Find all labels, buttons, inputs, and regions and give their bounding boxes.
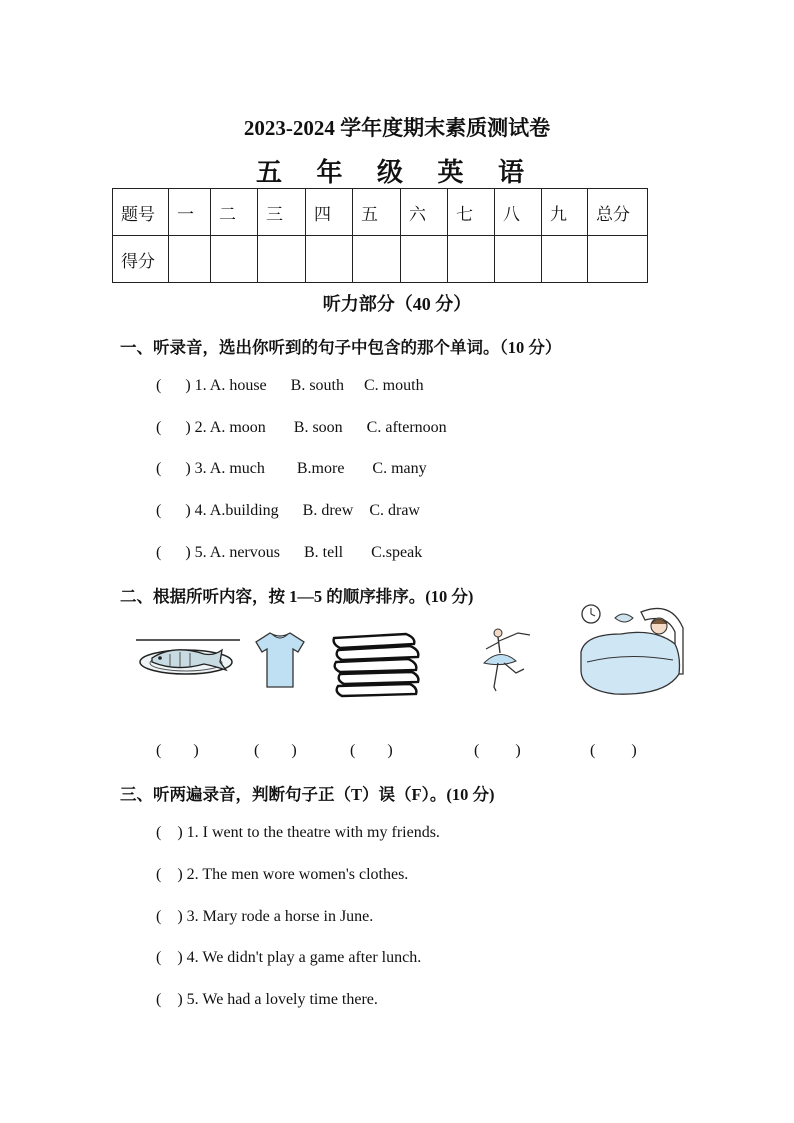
q1-heading: 一、听录音，选出你听到的句子中包含的那个单词。（10 分） (120, 338, 562, 357)
score-input-cell[interactable] (353, 236, 401, 283)
q1-item: ( ) 3. A. much B.more C. many (156, 460, 427, 477)
stack-of-books-icon (330, 630, 422, 700)
score-cell: 总分 (588, 189, 648, 236)
score-cell: 四 (306, 189, 353, 236)
q1-item: ( ) 5. A. nervous B. tell C.speak (156, 544, 423, 561)
ballet-dancer-icon (472, 625, 538, 697)
score-table (112, 188, 648, 283)
score-cell: 三 (258, 189, 306, 236)
score-input-cell[interactable] (258, 236, 306, 283)
score-input-cell[interactable] (306, 236, 353, 283)
q2-answer-blank[interactable]: ( ) (254, 742, 297, 759)
q3-item: ( ) 5. We had a lovely time there. (156, 991, 378, 1008)
q3-item: ( ) 1. I went to the theatre with my friends. (156, 824, 440, 841)
score-cell: 五 (353, 189, 401, 236)
score-input-cell[interactable] (542, 236, 588, 283)
score-cell: 八 (495, 189, 542, 236)
score-input-cell[interactable] (211, 236, 258, 283)
score-input-cell[interactable] (588, 236, 648, 283)
q2-answer-blank[interactable]: ( ) (474, 742, 521, 759)
q2-answer-blank[interactable]: ( ) (156, 742, 199, 759)
q2-heading: 二、根据所听内容，按 1—5 的顺序排序。(10 分) (120, 587, 474, 606)
score-cell: 七 (448, 189, 495, 236)
score-input-cell[interactable] (495, 236, 542, 283)
score-cell: 题号 (113, 189, 169, 236)
score-input-cell[interactable] (169, 236, 211, 283)
q3-item: ( ) 4. We didn't play a game after lunch. (156, 949, 422, 966)
score-cell: 二 (211, 189, 258, 236)
fish-on-plate-icon (134, 632, 244, 682)
score-cell: 九 (542, 189, 588, 236)
score-cell: 一 (169, 189, 211, 236)
score-table-header-row (113, 189, 648, 236)
q1-item: ( ) 2. A. moon B. soon C. afternoon (156, 419, 447, 436)
q1-item: ( ) 1. A. house B. south C. mouth (156, 377, 424, 394)
q2-answer-blank[interactable]: ( ) (350, 742, 393, 759)
score-cell: 得分 (113, 236, 169, 283)
exam-title: 2023-2024 学年度期末素质测试卷 (243, 116, 551, 140)
score-input-cell[interactable] (448, 236, 495, 283)
child-in-bed-icon (575, 600, 695, 700)
q3-item: ( ) 3. Mary rode a horse in June. (156, 908, 374, 925)
listening-heading: 听力部分（40 分） (322, 294, 472, 314)
q3-heading: 三、听两遍录音，判断句子正（T）误（F）。(10 分) (120, 785, 495, 804)
score-cell: 六 (401, 189, 448, 236)
q3-item: ( ) 2. The men wore women's clothes. (156, 866, 409, 883)
t-shirt-icon (252, 630, 308, 690)
score-input-cell[interactable] (401, 236, 448, 283)
q1-item: ( ) 4. A.building B. drew C. draw (156, 502, 420, 519)
score-table-score-row (113, 236, 648, 283)
exam-subtitle: 五 年 级 英 语 (255, 158, 538, 187)
q2-answer-blank[interactable]: ( ) (590, 742, 637, 759)
